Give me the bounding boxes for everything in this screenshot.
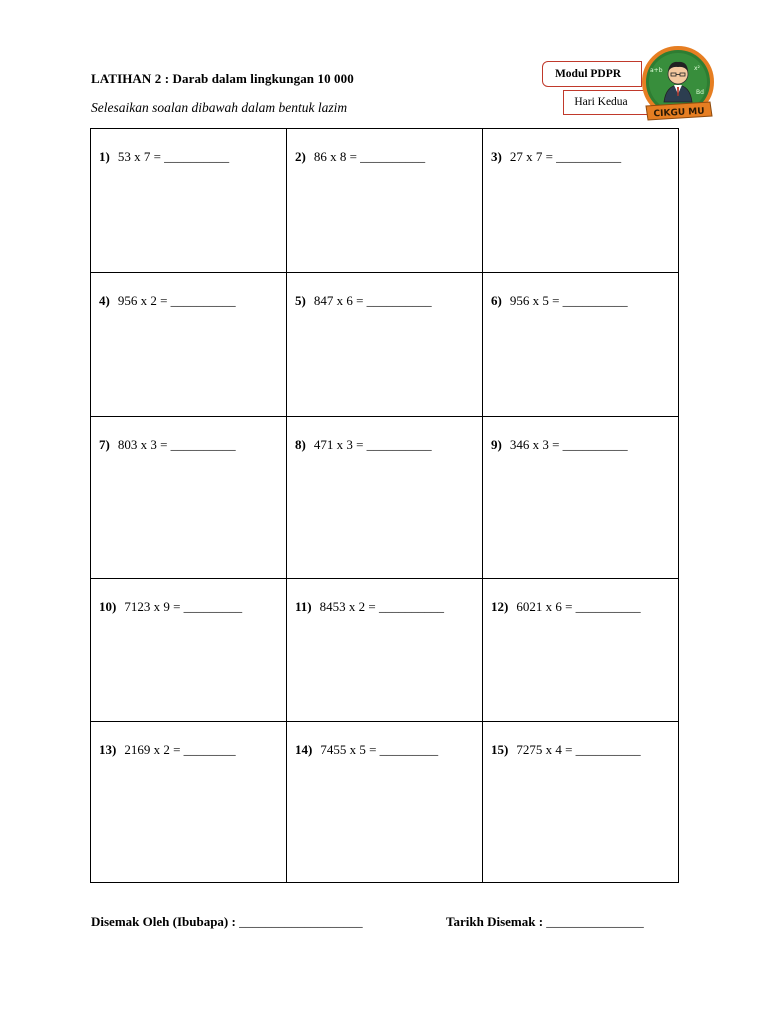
date-checked-field [446,914,644,930]
question-cell [91,273,287,417]
question-number: 6) [491,293,502,308]
question-text: 956 x 2 = __________ [117,293,236,308]
question-number: 10) [99,599,117,614]
question-cell [483,417,678,579]
worksheet-instruction: Selesaikan soalan dibawah dalam bentuk lazim [91,100,348,115]
question-cell [483,273,678,417]
question-number: 9) [491,437,502,452]
question-text: 8453 x 2 = __________ [319,599,444,614]
question-cell [287,579,483,722]
checked-by-field [91,914,363,930]
question-cell [91,579,287,722]
question-cell [91,722,287,882]
question-number: 5) [295,293,306,308]
question-text: 847 x 6 = __________ [313,293,432,308]
question-number: 15) [491,742,509,757]
question-cell [91,129,287,273]
svg-text:Bd: Bd [696,89,704,96]
module-label-badge: Modul PDPR [542,61,642,87]
question-number: 14) [295,742,313,757]
question-number: 13) [99,742,117,757]
question-number: 7) [99,437,110,452]
day-label-badge: Hari Kedua [563,90,653,115]
question-cell [483,722,678,882]
question-number: 12) [491,599,509,614]
question-number: 11) [295,599,312,614]
questions-grid [90,128,679,883]
question-text: 7455 x 5 = _________ [320,742,439,757]
question-cell [287,417,483,579]
question-text: 2169 x 2 = ________ [124,742,236,757]
svg-text:a+b: a+b [650,67,663,74]
question-cell [287,129,483,273]
question-text: 53 x 7 = __________ [117,149,230,164]
question-text: 803 x 3 = __________ [117,437,236,452]
question-cell [91,417,287,579]
question-text: 6021 x 6 = __________ [516,599,641,614]
question-text: 27 x 7 = __________ [509,149,622,164]
cikgu-mu-logo-icon [636,44,720,130]
question-text: 956 x 5 = __________ [509,293,628,308]
question-number: 8) [295,437,306,452]
checked-by-label: Disemak Oleh (Ibubapa) : [91,914,236,929]
question-cell [287,722,483,882]
date-checked-label: Tarikh Disemak : [446,914,544,929]
question-cell [287,273,483,417]
worksheet-title: LATIHAN 2 : Darab dalam lingkungan 10 000 [91,71,354,86]
question-text: 471 x 3 = __________ [313,437,432,452]
question-text: 7123 x 9 = _________ [124,599,243,614]
question-number: 2) [295,149,306,164]
svg-text:x²: x² [694,65,700,72]
question-text: 346 x 3 = __________ [509,437,628,452]
question-text: 86 x 8 = __________ [313,149,426,164]
checked-by-line: ___________________ [239,914,363,929]
logo-text: CIKGU MU [653,106,705,120]
question-cell [483,129,678,273]
question-number: 1) [99,149,110,164]
date-checked-line: _______________ [546,914,644,929]
question-cell [483,579,678,722]
question-number: 4) [99,293,110,308]
question-number: 3) [491,149,502,164]
question-text: 7275 x 4 = __________ [516,742,641,757]
